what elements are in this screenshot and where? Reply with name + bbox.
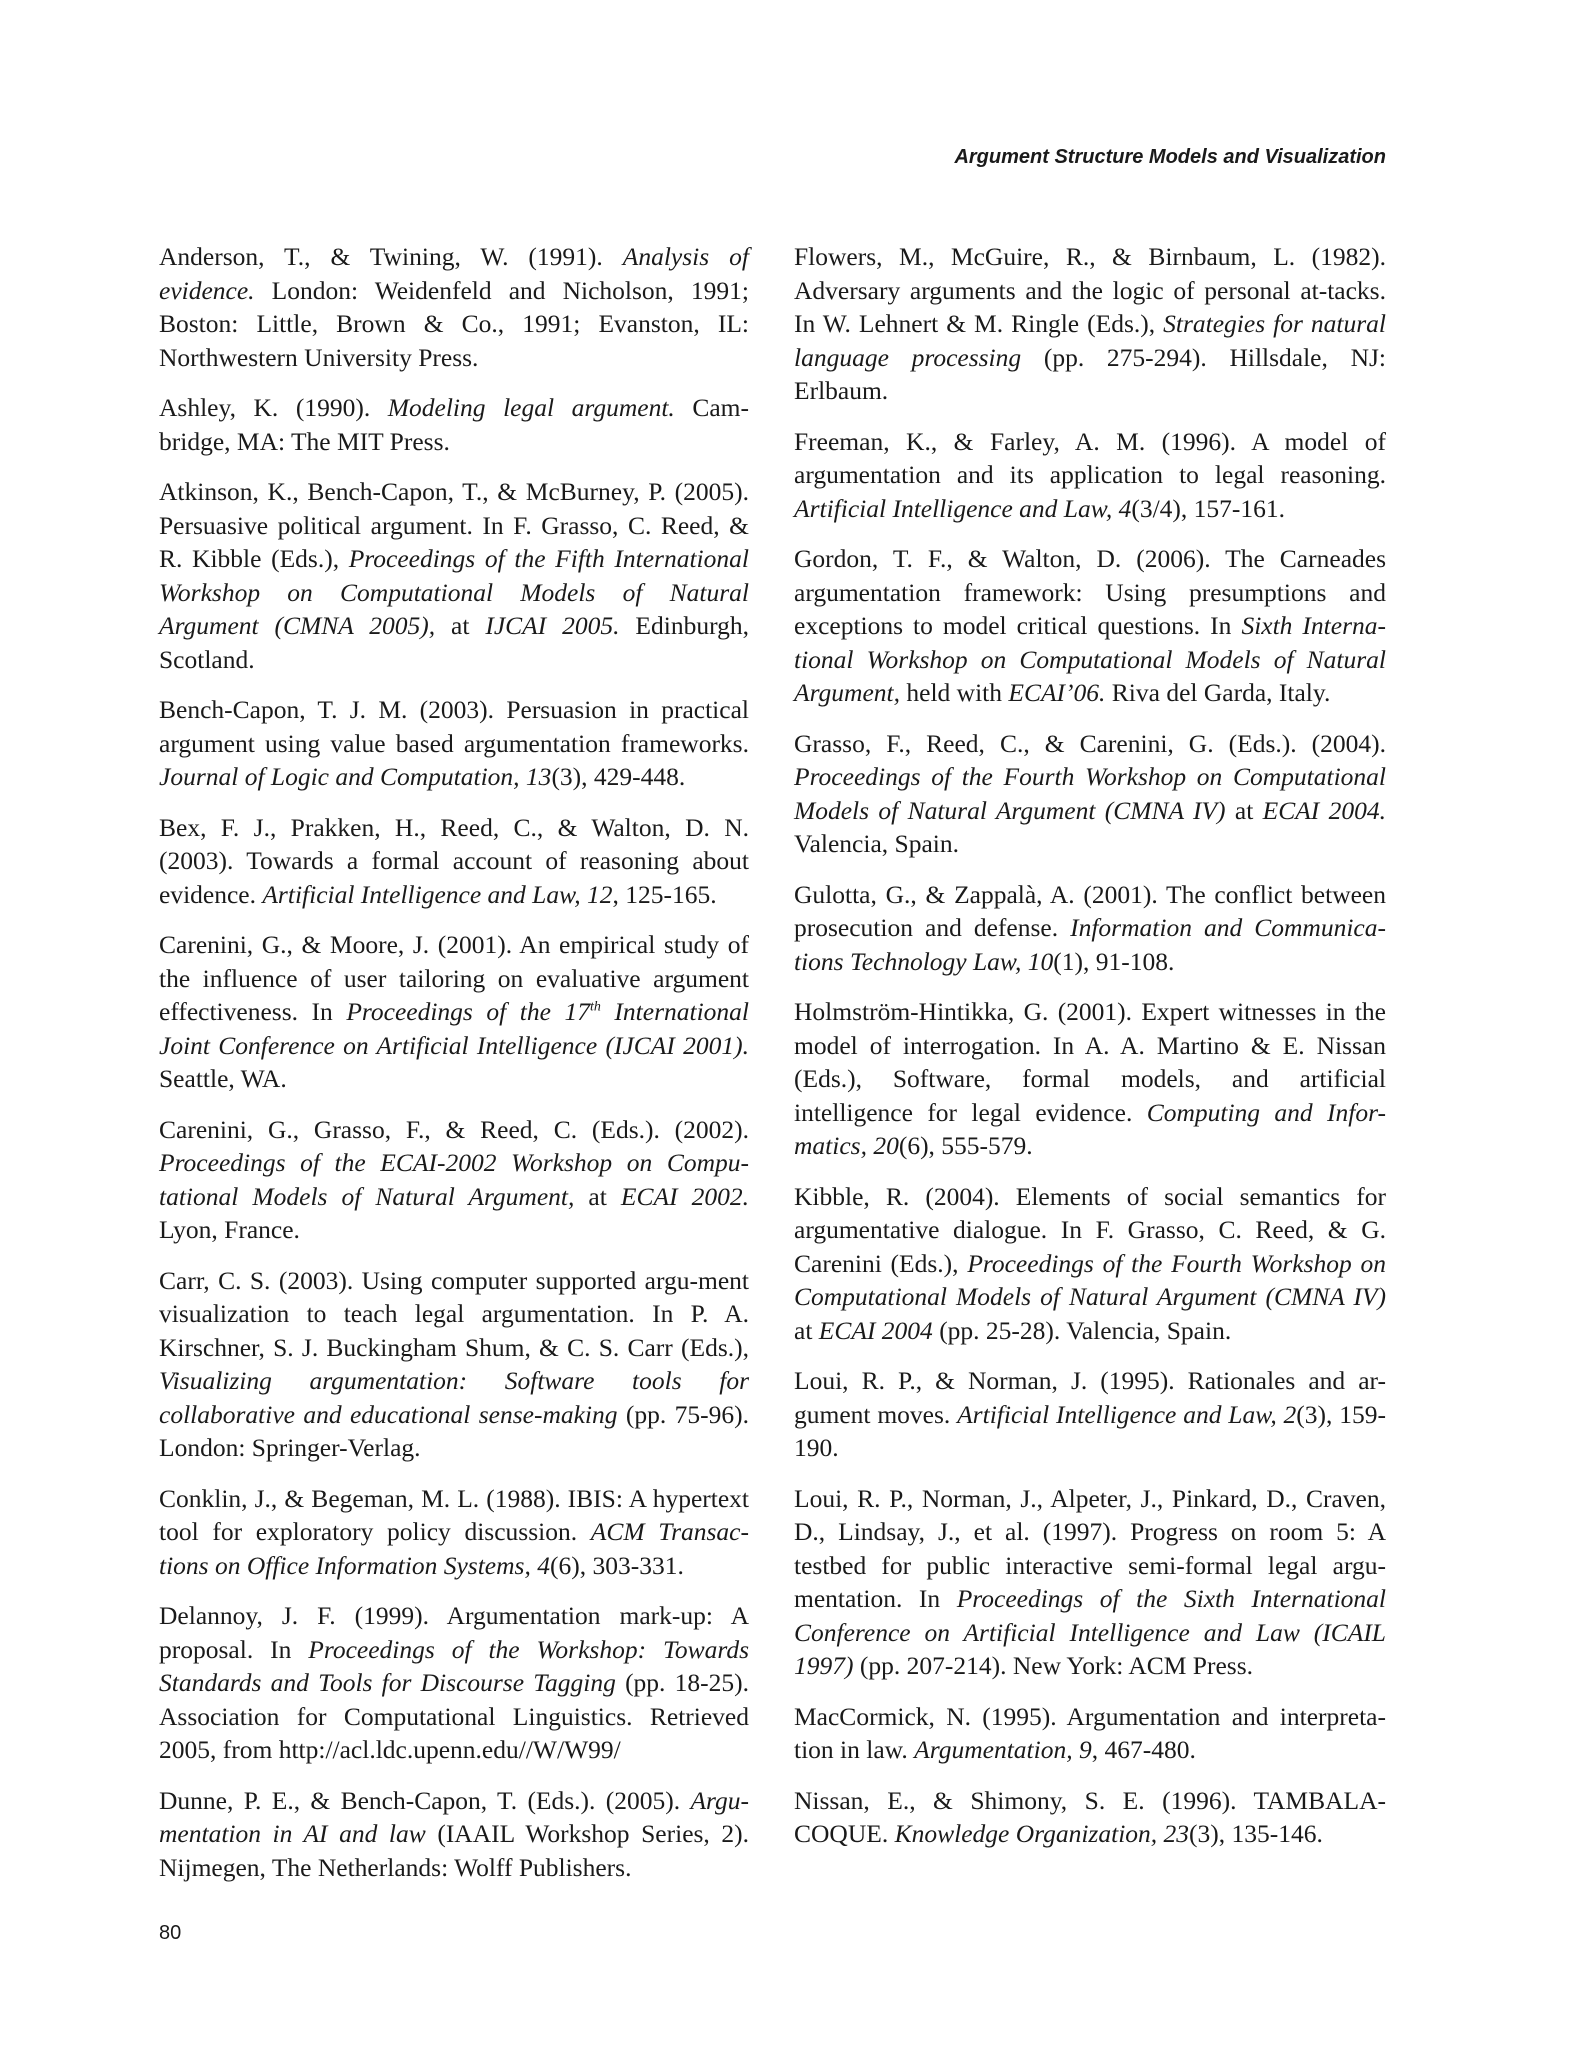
reference-entry	[794, 878, 1386, 979]
reference-text-segment: at	[574, 1181, 621, 1211]
reference-text-segment: Holmström-Hintikka, G. (2001). Expert witnesses in the model of interrogation. In A. A. Martino & E. Nissan (Eds.), Software, formal models, and artificial intelligence for legal evidence.	[794, 997, 1386, 1127]
reference-text-segment: London: Weidenfeld and Nicholson, 1991; Boston: Little, Brown & Co., 1991; Evanston, IL: Northwestern University Press.	[159, 275, 749, 372]
reference-entry	[159, 1599, 749, 1767]
reference-italic-segment: ECAI 2004	[818, 1315, 933, 1345]
reference-text-segment: MacCormick, N. (1995). Argumentation and interpreta-tion in law.	[794, 1701, 1386, 1764]
reference-italic-segment: Visualizing argumentation: Software tools for collaborative and educational sense-making	[159, 1366, 749, 1429]
reference-text-segment: Freeman, K., & Farley, A. M. (1996). A model of argumentation and its application to legal reasoning.	[794, 426, 1386, 489]
reference-text-segment: (3/4), 157-161.	[1131, 493, 1286, 523]
reference-text-segment: (pp. 207-214). New York: ACM Press.	[853, 1651, 1254, 1680]
reference-italic-segment: IJCAI 2005.	[485, 611, 620, 640]
reference-text-segment: , 125-165.	[612, 879, 717, 909]
reference-text-segment: (3), 135-146.	[1189, 1819, 1323, 1848]
page-number: 80	[159, 1922, 182, 1944]
reference-text-segment: Grasso, F., Reed, C., & Carenini, G. (Eds.). (2004).	[794, 728, 1386, 758]
references-left-column	[159, 240, 749, 1901]
reference-italic-segment: Information and Communica-tions Technology Law, 10	[794, 913, 1386, 976]
reference-entry	[159, 391, 749, 458]
reference-text-segment: Valencia, Spain.	[794, 829, 959, 858]
reference-italic-segment: Strategies for natural language processing	[794, 309, 1386, 372]
reference-entry	[794, 542, 1386, 710]
reference-text-segment: (3), 159-190.	[794, 1399, 1386, 1462]
reference-text-segment: (3), 429-448.	[551, 762, 686, 791]
reference-entry	[159, 1113, 749, 1247]
reference-text-segment: (IAAIL Workshop Series, 2). Nijmegen, The Netherlands: Wolff Publishers.	[159, 1819, 749, 1882]
reference-text-segment: Seattle, WA.	[159, 1064, 287, 1093]
reference-italic-segment: ECAI 2004.	[1262, 795, 1387, 825]
reference-text-segment: Conklin, J., & Begeman, M. L. (1988). IBIS: A hypertext tool for exploratory policy discussion.	[159, 1483, 749, 1546]
reference-italic-segment: Artificial Intelligence and Law, 12	[262, 879, 613, 909]
reference-italic-segment: Proceedings of the Fourth Workshop on Computational Models of Natural Argument (CMNA IV)	[794, 1248, 1387, 1311]
reference-text-segment: , 467-480.	[1091, 1735, 1196, 1764]
reference-text-segment: Loui, R. P., & Norman, J. (1995). Rationales and ar-gument moves.	[794, 1366, 1386, 1429]
reference-text-segment: Carenini, G., & Moore, J. (2001). An empirical study of the influence of user tailoring on evaluative argument effectiveness. In	[159, 930, 749, 1026]
reference-text-segment: at	[435, 611, 486, 640]
reference-italic-segment: Modeling legal argument.	[387, 393, 675, 422]
reference-italic-segment: Artificial Intelligence and Law, 4	[794, 493, 1132, 523]
reference-text-segment: Flowers, M., McGuire, R., & Birnbaum, L. (1982). Adversary arguments and the logic of personal at-tacks. In W. Lehnert & M. Ringle (Eds.),	[794, 242, 1386, 338]
reference-text-segment: Loui, R. P., Norman, J., Alpeter, J., Pinkard, D., Craven, D., Lindsay, J., et al. (1997). Progress on room 5: A testbed for public interactive semi-formal legal argu-mentation. In	[794, 1483, 1386, 1613]
reference-italic-segment: Proceedings of the Fifth International Workshop on Computational Models of Natural Argument (CMNA 2005),	[159, 544, 749, 640]
reference-text-segment: Delannoy, J. F. (1999). Argumentation mark-up: A proposal. In	[159, 1601, 749, 1664]
reference-entry	[794, 1784, 1386, 1851]
reference-text-segment: (pp. 75-96). London: Springer-Verlag.	[159, 1399, 750, 1462]
reference-text-segment: (1), 91-108.	[1053, 946, 1175, 976]
reference-entry	[159, 1784, 749, 1885]
reference-italic-segment: Argumentation, 9	[914, 1735, 1092, 1764]
reference-entry	[794, 1482, 1386, 1683]
reference-text-segment: (6), 303-331.	[549, 1550, 684, 1580]
reference-italic-segment: Sixth Interna-tional Workshop on Computational Models of Natural Argument,	[794, 611, 1386, 707]
reference-italic-segment: ECAI 2002.	[620, 1181, 749, 1211]
reference-text-segment: Nissan, E., & Shimony, S. E. (1996). TAMBALA-COQUE.	[794, 1785, 1386, 1848]
reference-entry	[794, 240, 1386, 408]
reference-entry	[159, 1482, 749, 1583]
reference-text-segment: (pp. 25-28). Valencia, Spain.	[932, 1315, 1232, 1345]
reference-entry	[159, 928, 749, 1096]
reference-entry	[794, 1364, 1386, 1465]
reference-text-segment: held with	[900, 678, 1009, 707]
reference-italic-segment: Proceedings of the Workshop: Towards Standards and Tools for Discourse Tagging	[159, 1634, 750, 1697]
references-right-column	[794, 240, 1386, 1868]
reference-entry	[159, 693, 749, 794]
reference-text-segment: Bench-Capon, T. J. M. (2003). Persuasion in practical argument using value based argumentation frameworks.	[159, 695, 749, 758]
reference-entry	[159, 475, 749, 676]
reference-italic-segment: ECAI’06.	[1008, 678, 1106, 707]
reference-text-segment: Riva del Garda, Italy.	[1105, 678, 1331, 707]
reference-entry	[794, 425, 1386, 526]
reference-entry	[794, 995, 1386, 1163]
reference-text-segment: Kibble, R. (2004). Elements of social semantics for argumentative dialogue. In F. Grasso, C. Reed, & G. Carenini (Eds.),	[794, 1181, 1386, 1278]
reference-italic-segment: th	[589, 999, 601, 1015]
reference-text-segment: Dunne, P. E., & Bench-Capon, T. (Eds.). (2005).	[159, 1785, 691, 1815]
reference-text-segment: (6), 555-579.	[898, 1131, 1033, 1160]
reference-italic-segment: Knowledge Organization, 23	[894, 1819, 1190, 1848]
reference-text-segment: Atkinson, K., Bench-Capon, T., & McBurney, P. (2005). Persuasive political argument. In F. Grasso, C. Reed, & R. Kibble (Eds.),	[159, 477, 749, 573]
reference-text-segment: Carr, C. S. (2003). Using computer supported argu-ment visualization to teach legal argumentation. In P. A. Kirschner, S. J. Buckingham Shum, & C. S. Carr (Eds.),	[159, 1265, 749, 1362]
reference-italic-segment: Computing and Infor-matics, 20	[794, 1097, 1386, 1160]
reference-text-segment: Carenini, G., Grasso, F., & Reed, C. (Eds.). (2002).	[159, 1114, 749, 1144]
reference-text-segment: Lyon, France.	[159, 1215, 300, 1244]
reference-text-segment: Edinburgh, Scotland.	[159, 611, 749, 674]
reference-entry	[794, 727, 1386, 861]
reference-text-segment: Ashley, K. (1990).	[159, 393, 388, 422]
reference-entry	[159, 1264, 749, 1465]
reference-italic-segment: Argu-mentation in AI and law	[159, 1785, 749, 1848]
reference-text-segment: (pp. 275-294). Hillsdale, NJ: Erlbaum.	[794, 342, 1386, 405]
reference-text-segment: at	[1225, 795, 1263, 825]
reference-italic-segment: Proceedings of the 17	[346, 997, 590, 1026]
reference-italic-segment: International Joint Conference on Artificial Intelligence (IJCAI 2001).	[159, 997, 749, 1060]
reference-text-segment: at	[794, 1315, 819, 1345]
reference-italic-segment: Proceedings of the Fourth Workshop on Computational Models of Natural Argument (CMNA IV)	[794, 762, 1386, 825]
reference-entry	[794, 1700, 1386, 1767]
reference-italic-segment: Journal of Logic and Computation, 13	[159, 762, 552, 791]
reference-italic-segment: Proceedings of the ECAI-2002 Workshop on Compu-tational Models of Natural Argument,	[159, 1148, 749, 1211]
reference-text-segment: Anderson, T., & Twining, W. (1991).	[159, 242, 623, 271]
reference-italic-segment: Analysis of evidence.	[159, 242, 749, 305]
reference-entry	[159, 240, 749, 374]
running-header-title: Argument Structure Models and Visualization	[954, 146, 1386, 168]
reference-entry	[794, 1180, 1386, 1348]
reference-text-segment: Gordon, T. F., & Walton, D. (2006). The Carneades argumentation framework: Using presumptions and exceptions to model critical questions. In	[794, 544, 1386, 640]
reference-italic-segment: Artificial Intelligence and Law, 2	[957, 1399, 1297, 1429]
reference-italic-segment: Proceedings of the Sixth International Conference on Artificial Intelligence and Law (ICAIL 1997)	[794, 1584, 1386, 1680]
reference-text-segment: Cam-bridge, MA: The MIT Press.	[159, 393, 750, 456]
reference-text-segment: Gulotta, G., & Zappalà, A. (2001). The conflict between prosecution and defense.	[794, 879, 1386, 942]
reference-entry	[159, 811, 749, 912]
reference-text-segment: (pp. 18-25). Association for Computational Linguistics. Retrieved 2005, from http://acl.ldc.upenn.edu//W/W99/	[159, 1668, 749, 1764]
reference-text-segment: Bex, F. J., Prakken, H., Reed, C., & Walton, D. N. (2003). Towards a formal account of reasoning about evidence.	[159, 812, 749, 909]
reference-italic-segment: ACM Transac-tions on Office Information Systems, 4	[159, 1517, 749, 1580]
